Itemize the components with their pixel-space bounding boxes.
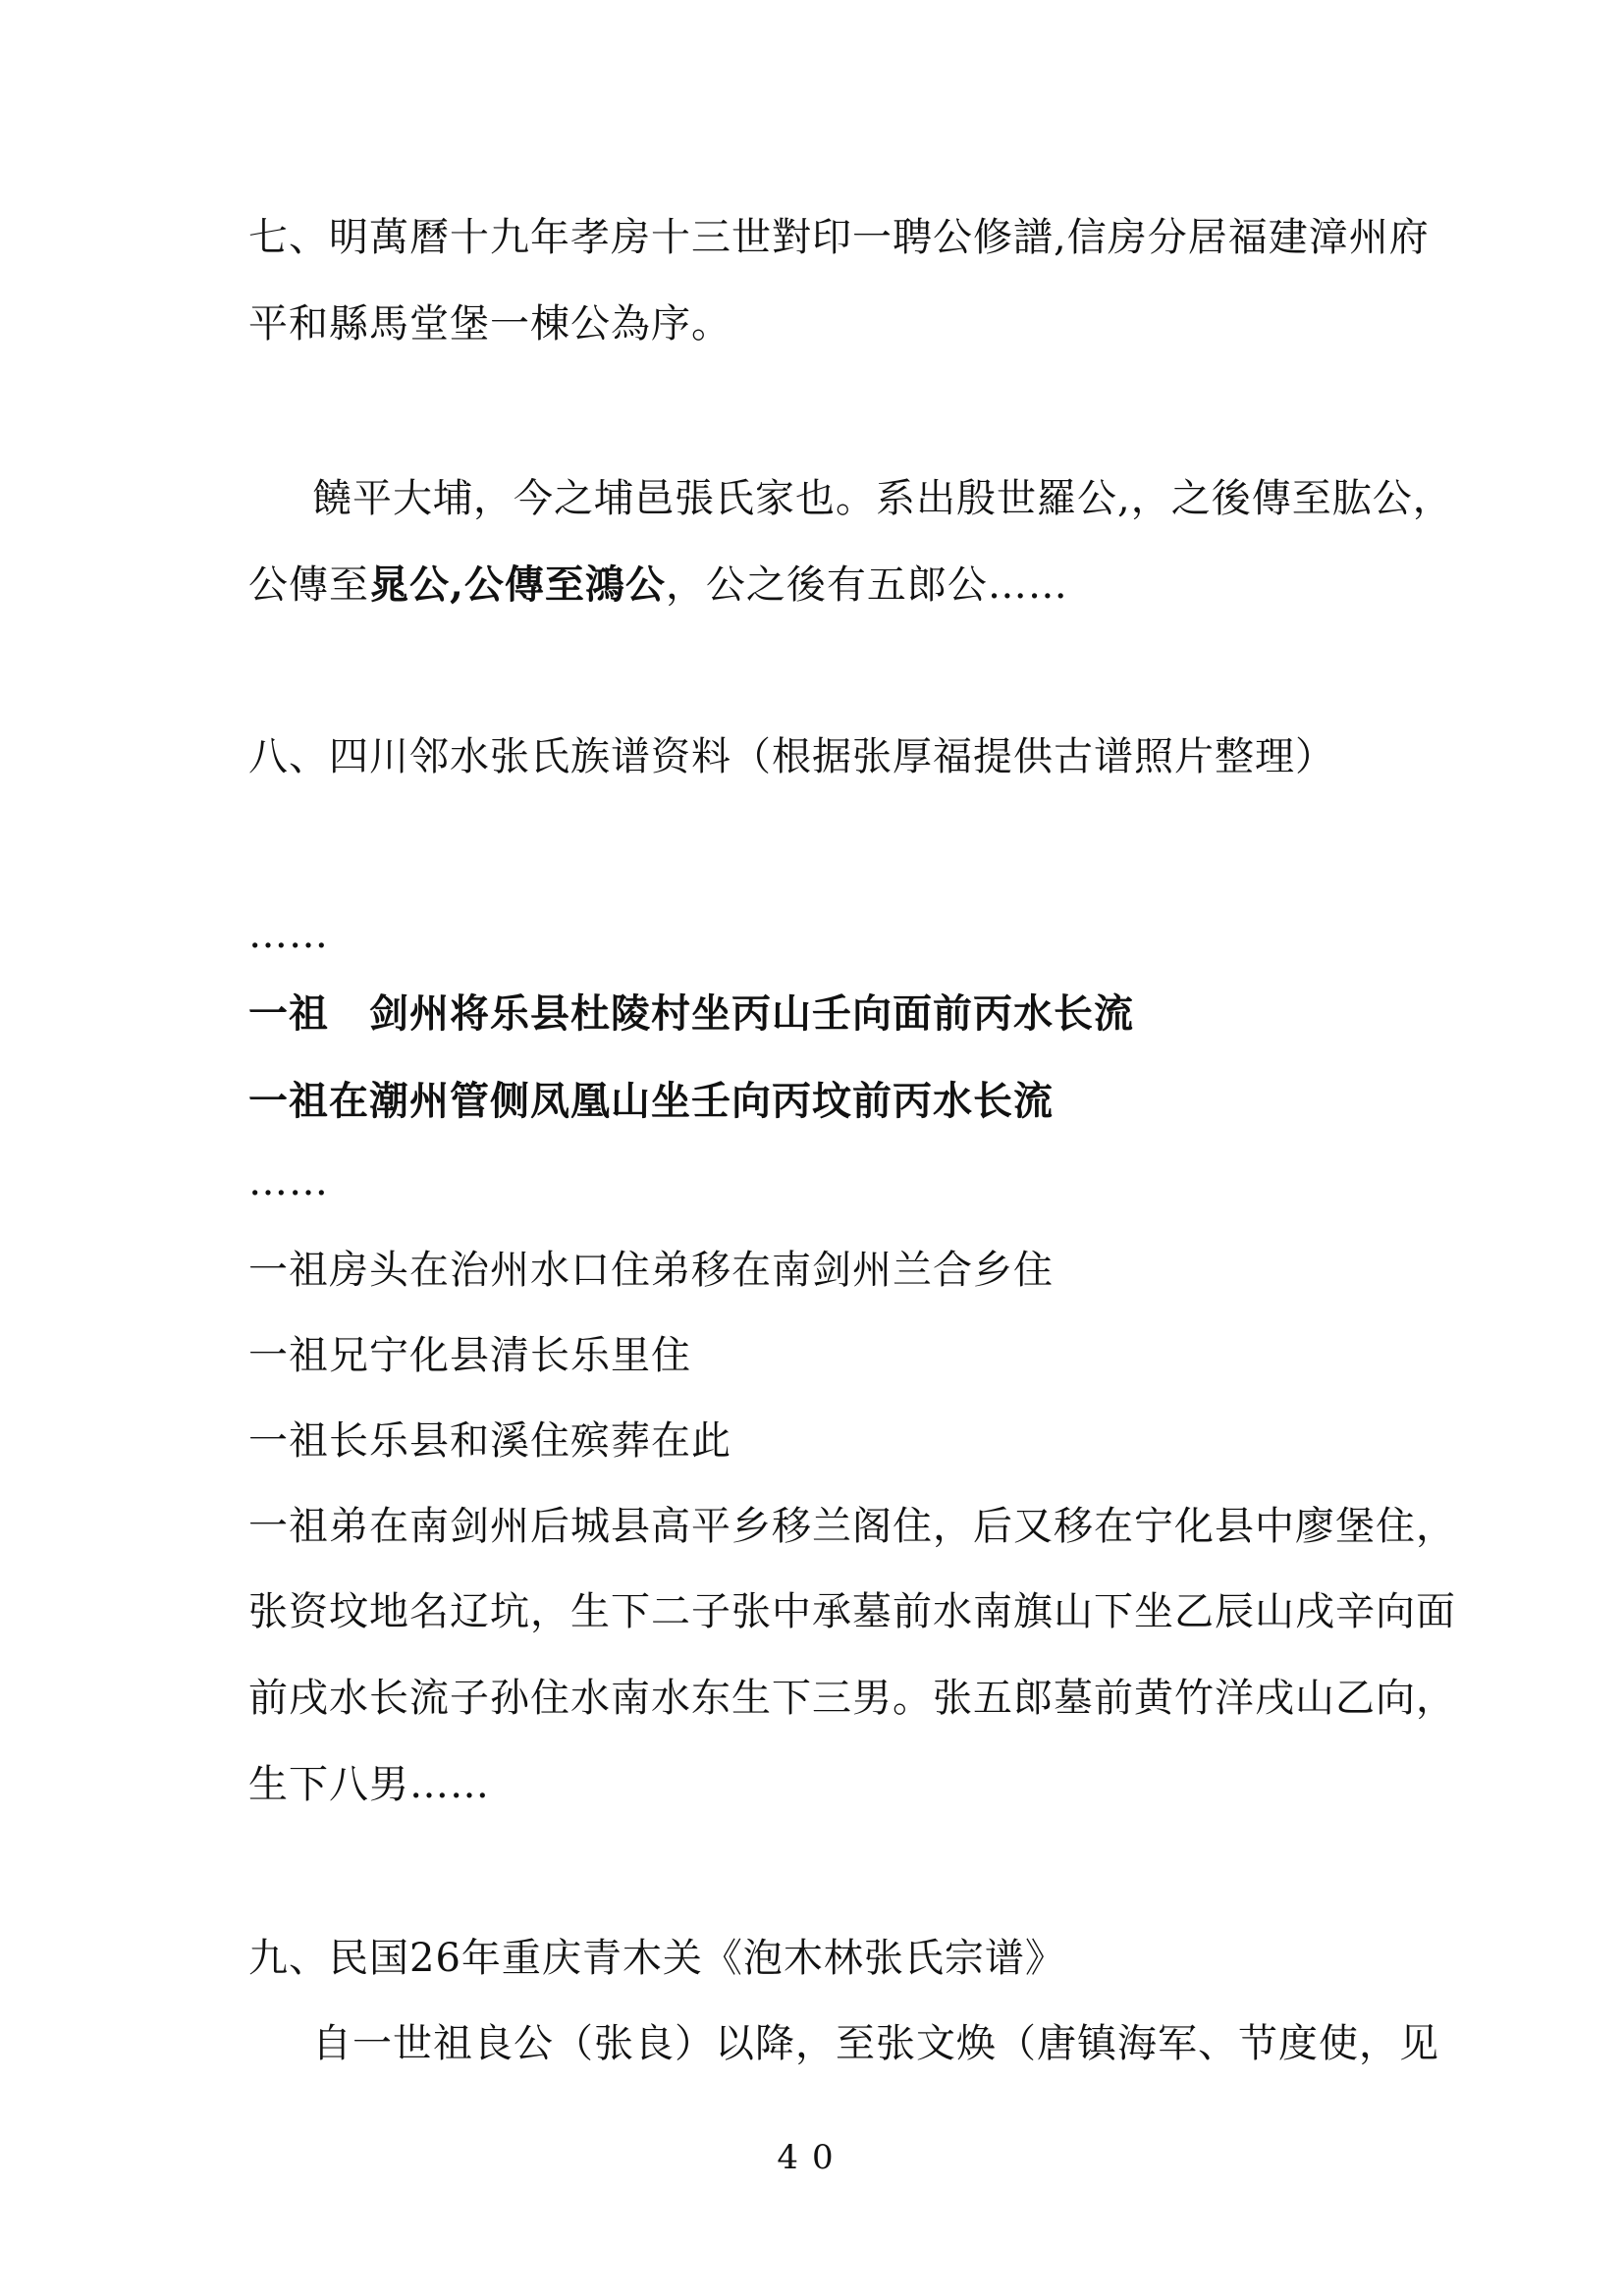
- section9-paragraph-line1: 自一世祖良公（张良）以降，至张文焕（唐镇海军、节度使，见: [312, 2021, 1439, 2066]
- section8-ellipsis-1: ……: [248, 912, 329, 957]
- section8-bold-line-2: 一祖在潮州管侧凤凰山坐壬向丙坟前丙水长流: [248, 1078, 1054, 1124]
- section7-paragraph-line2: [248, 561, 1068, 609]
- section7-paragraph-bold-text: 晁公,公傳至鴻公: [369, 561, 666, 608]
- section7-paragraph-line1: 饒平大埔，今之埔邑張氏家也。系出殷世羅公,，之後傳至肱公，: [312, 476, 1453, 521]
- section8-line-1: 一祖房头在治州水口住弟移在南剑州兰合乡住: [248, 1248, 1054, 1293]
- page-number: 40: [777, 2138, 847, 2177]
- section9-heading: 九、民国26年重庆青木关《泡木林张氏宗谱》: [248, 1936, 1065, 1981]
- section8-line-2: 一祖兄宁化县清长乐里住: [248, 1333, 691, 1378]
- section8-line-7: 生下八男……: [248, 1762, 490, 1807]
- section8-line-6: 前戌水长流子孙住水南水东生下三男。张五郎墓前黄竹洋戌山乙向，: [248, 1676, 1456, 1721]
- section8-bold-line-1: 一祖 剑州将乐县杜陵村坐丙山壬向面前丙水长流: [248, 990, 1134, 1037]
- section7-paragraph-text-a: 公傳至: [248, 562, 369, 608]
- section7-heading-line1: 七、明萬曆十九年孝房十三世對印一聘公修譜,信房分居福建漳州府: [248, 215, 1430, 260]
- section8-line-3: 一祖长乐县和溪住殡葬在此: [248, 1418, 731, 1464]
- section7-paragraph-text-b: ，公之後有五郎公……: [665, 562, 1068, 608]
- section7-heading-line2: 平和縣馬堂堡一棟公為序。: [248, 301, 731, 347]
- section8-line-4: 一祖弟在南剑州后城县高平乡移兰阁住，后又移在宁化县中廖堡住，: [248, 1504, 1456, 1549]
- section8-ellipsis-2: ……: [248, 1159, 329, 1204]
- section8-line-5: 张资坟地名辽坑，生下二子张中承墓前水南旗山下坐乙辰山戌辛向面: [248, 1589, 1456, 1634]
- section8-heading: 八、四川邻水张氏族谱资料（根据张厚福提供古谱照片整理）: [248, 734, 1335, 779]
